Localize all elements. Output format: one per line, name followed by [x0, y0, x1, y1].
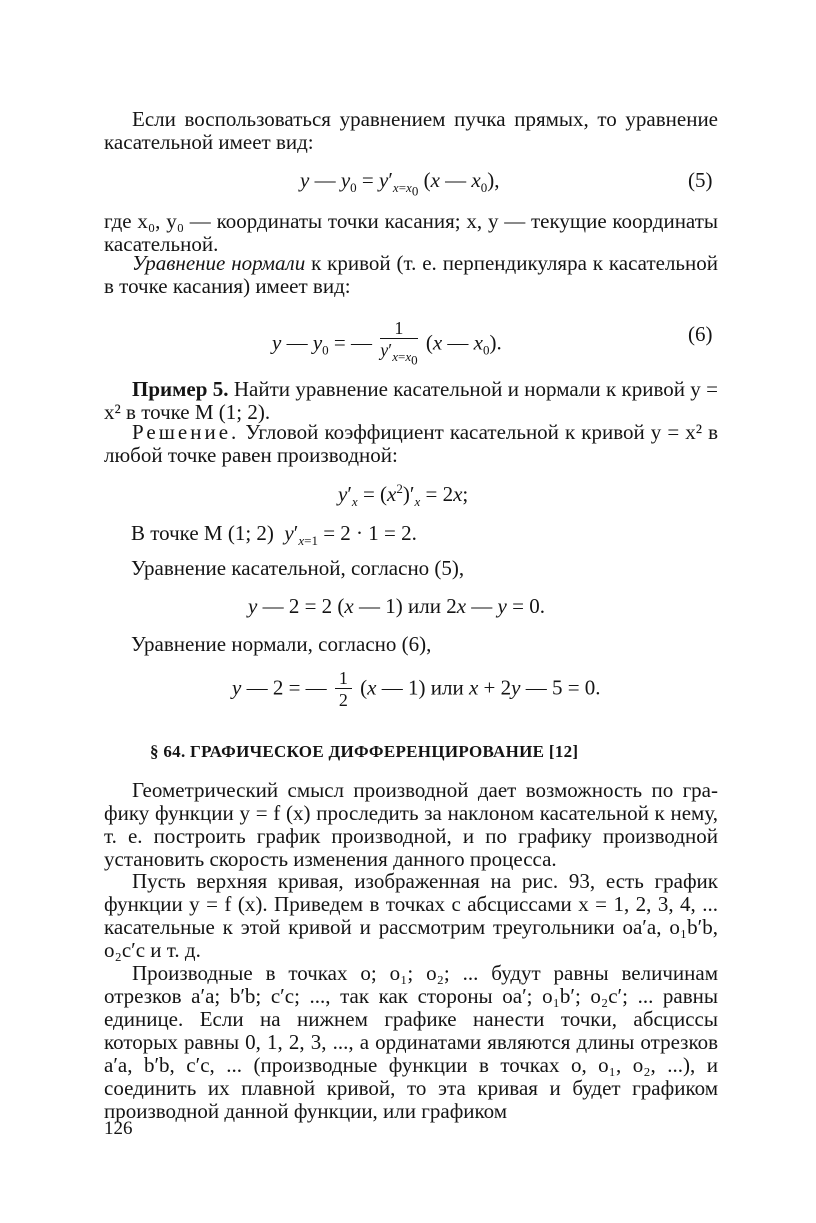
normal-term: Уравнение нормали [132, 251, 306, 275]
example-label: Пример 5. [132, 377, 229, 401]
paragraph-example [104, 378, 718, 424]
solution-label: Решение. [132, 420, 240, 444]
equation-number-5: (5) [688, 168, 713, 192]
equation-number-6: (6) [688, 322, 713, 346]
paragraph-solution [104, 421, 718, 467]
paragraph-geometric-meaning: Геометрический смысл производной дает возможность по графику функции y = f (x) проследить за наклоном касательной к нему, т. е. построить график производной, и по графику производной установить скорость изменения данного процесса. [104, 778, 718, 871]
example-text: Найти уравнение касательной и нормали к кривой y = x² в точке M (1; 2). [104, 377, 718, 424]
line-normal-ref: Уравнение нормали, согласно (6), [131, 632, 432, 656]
or-word: или [430, 675, 464, 700]
page-number: 126 [104, 1118, 133, 1139]
line-at-point: В точке M (1; 2) $y'_{x=1} = 2 \cdot 1 = 2$. [131, 521, 417, 549]
or-word: или [408, 594, 441, 618]
paragraph-normal-intro [104, 252, 718, 298]
equation-tangent-general: y — $y_0 = y'_{x=x_0}$ (x — $x_0$), [300, 168, 500, 199]
paragraph-intro: Если воспользоваться уравнением пучка прямых, то уравнение касательной имеет вид: [104, 107, 718, 154]
equation-normal-general: y — $y_0$ = — $\frac{1}{y'_{x=x_0}}$ (x — $x_0$). [272, 318, 502, 368]
point-label: В точке M (1; 2) [131, 521, 274, 545]
equation-tangent-specific: y — 2 = 2 (x — 1) или 2x — y = 0. [248, 594, 545, 618]
solution-text: Угловой коэффициент касательной к кривой y = x² в любой точке равен производной: [104, 420, 718, 467]
paragraph-upper-curve: Пусть верхняя кривая, изображенная на рис. 93, есть график функции y = f (x). Приведем в точках с абсциссами x = 1, 2, 3, 4, ... касательные к этой кривой и рассмотрим треугольники oa′a, o₁b′b, o₂c′c и т. д. [104, 869, 718, 962]
paragraph-derivatives: Производные в точках o; o₁; o₂; ... будут равны величинам отрезков a′a; b′b; c′c; ..., так как стороны oa′; o₁b′; o₂c′; ... равны единице. Если на нижнем графике нанести точки, абсциссы которых равны 0, 1, 2, 3, ..., а ординатами являются длины отрезков a′a, b′b, c′c, ... (производные функции в точках o, o₁, o₂, ...), и соединить их плавной кривой, то эта кривая и будет графиком производной данной функции, или графиком [104, 961, 718, 1123]
paragraph-coordinates: где x₀, y₀ — координаты точки касания; x, y — текущие координаты касательной. [104, 209, 718, 256]
normal-text: к кривой (т. е. перпендикуляра к касательной в точке касания) имеет вид: [104, 251, 718, 298]
line-tangent-ref: Уравнение касательной, согласно (5), [131, 556, 465, 580]
section-heading: § 64. ГРАФИЧЕСКОЕ ДИФФЕРЕНЦИРОВАНИЕ [12] [150, 742, 579, 761]
equation-normal-specific: y — 2 = — $\frac{1}{2}$ (x — 1) или x + 2y — 5 = 0. [232, 668, 601, 710]
equation-derivative: $y'_x = (x^2)'_x = 2x$; [338, 481, 469, 510]
